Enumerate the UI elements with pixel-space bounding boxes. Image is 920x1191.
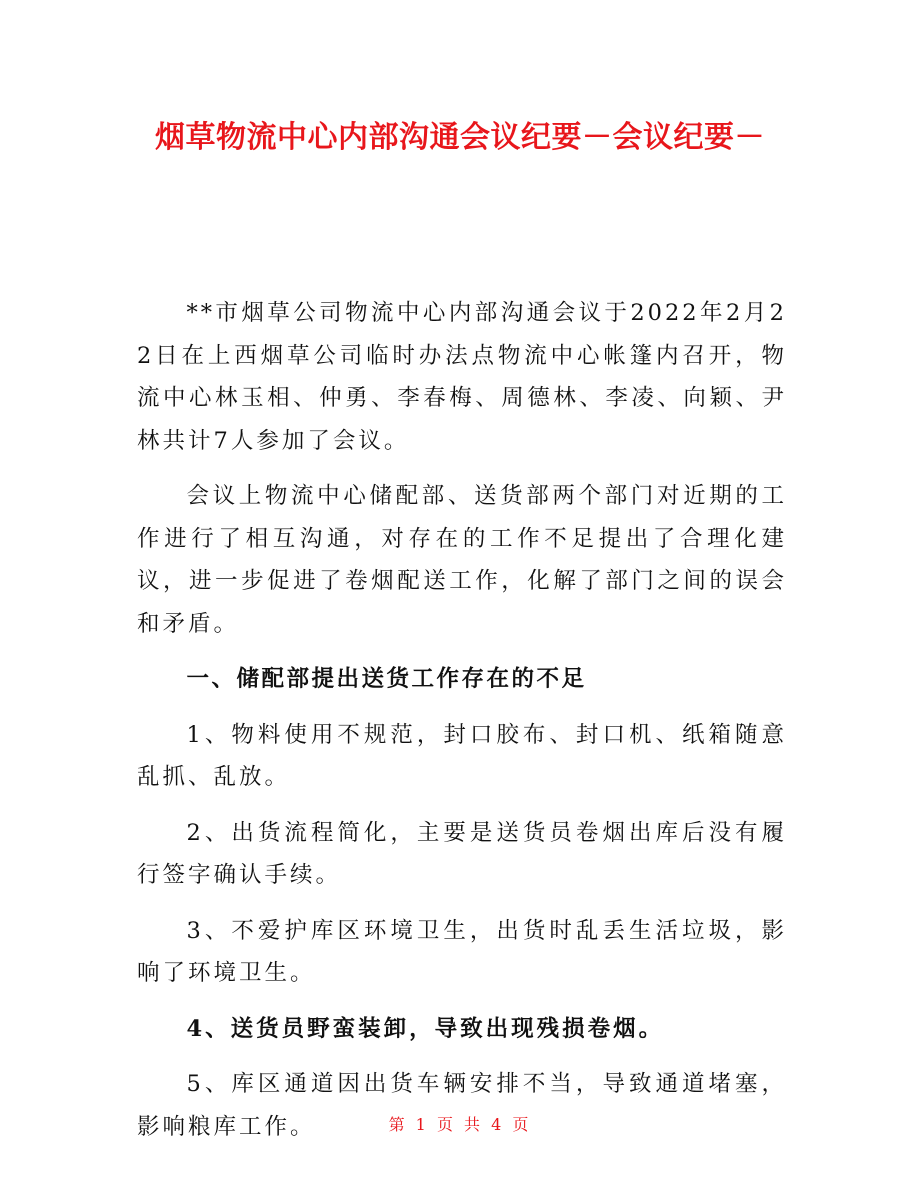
intro-paragraph: **市烟草公司物流中心内部沟通会议于2022年2月22日在上西烟草公司临时办法点物流中心帐篷内召开，物流中心林玉相、仲勇、李春梅、周德林、李凌、向颖、尹林共计7人参加了会议。 <box>137 300 787 454</box>
list-item: 3、不爱护库区环境卫生，出货时乱丢生活垃圾，影响了环境卫生。 <box>137 917 787 986</box>
document-body <box>137 292 787 1161</box>
section-heading: 一、储配部提出送货工作存在的不足 <box>186 666 587 692</box>
list-item: 2、出货流程简化，主要是送货员卷烟出库后没有履行签字确认手续。 <box>137 819 787 888</box>
document-title: 烟草物流中心内部沟通会议纪要－会议纪要－ <box>155 120 765 155</box>
list-item: 4、送货员野蛮装卸，导致出现残损卷烟。 <box>186 1015 665 1042</box>
summary-paragraph: 会议上物流中心储配部、送货部两个部门对近期的工作进行了相互沟通，对存在的工作不足提出了合理化建议，进一步促进了卷烟配送工作，化解了部门之间的误会和矛盾。 <box>137 483 787 637</box>
list-item: 1、物料使用不规范，封口胶布、封口机、纸箱随意乱抓、乱放。 <box>137 721 787 790</box>
page-footer: 第 1 页 共 4 页 <box>388 1115 532 1134</box>
list-item: 5、库区通道因出货车辆安排不当，导致通道堵塞，影响粮库工作。 <box>137 1071 787 1140</box>
